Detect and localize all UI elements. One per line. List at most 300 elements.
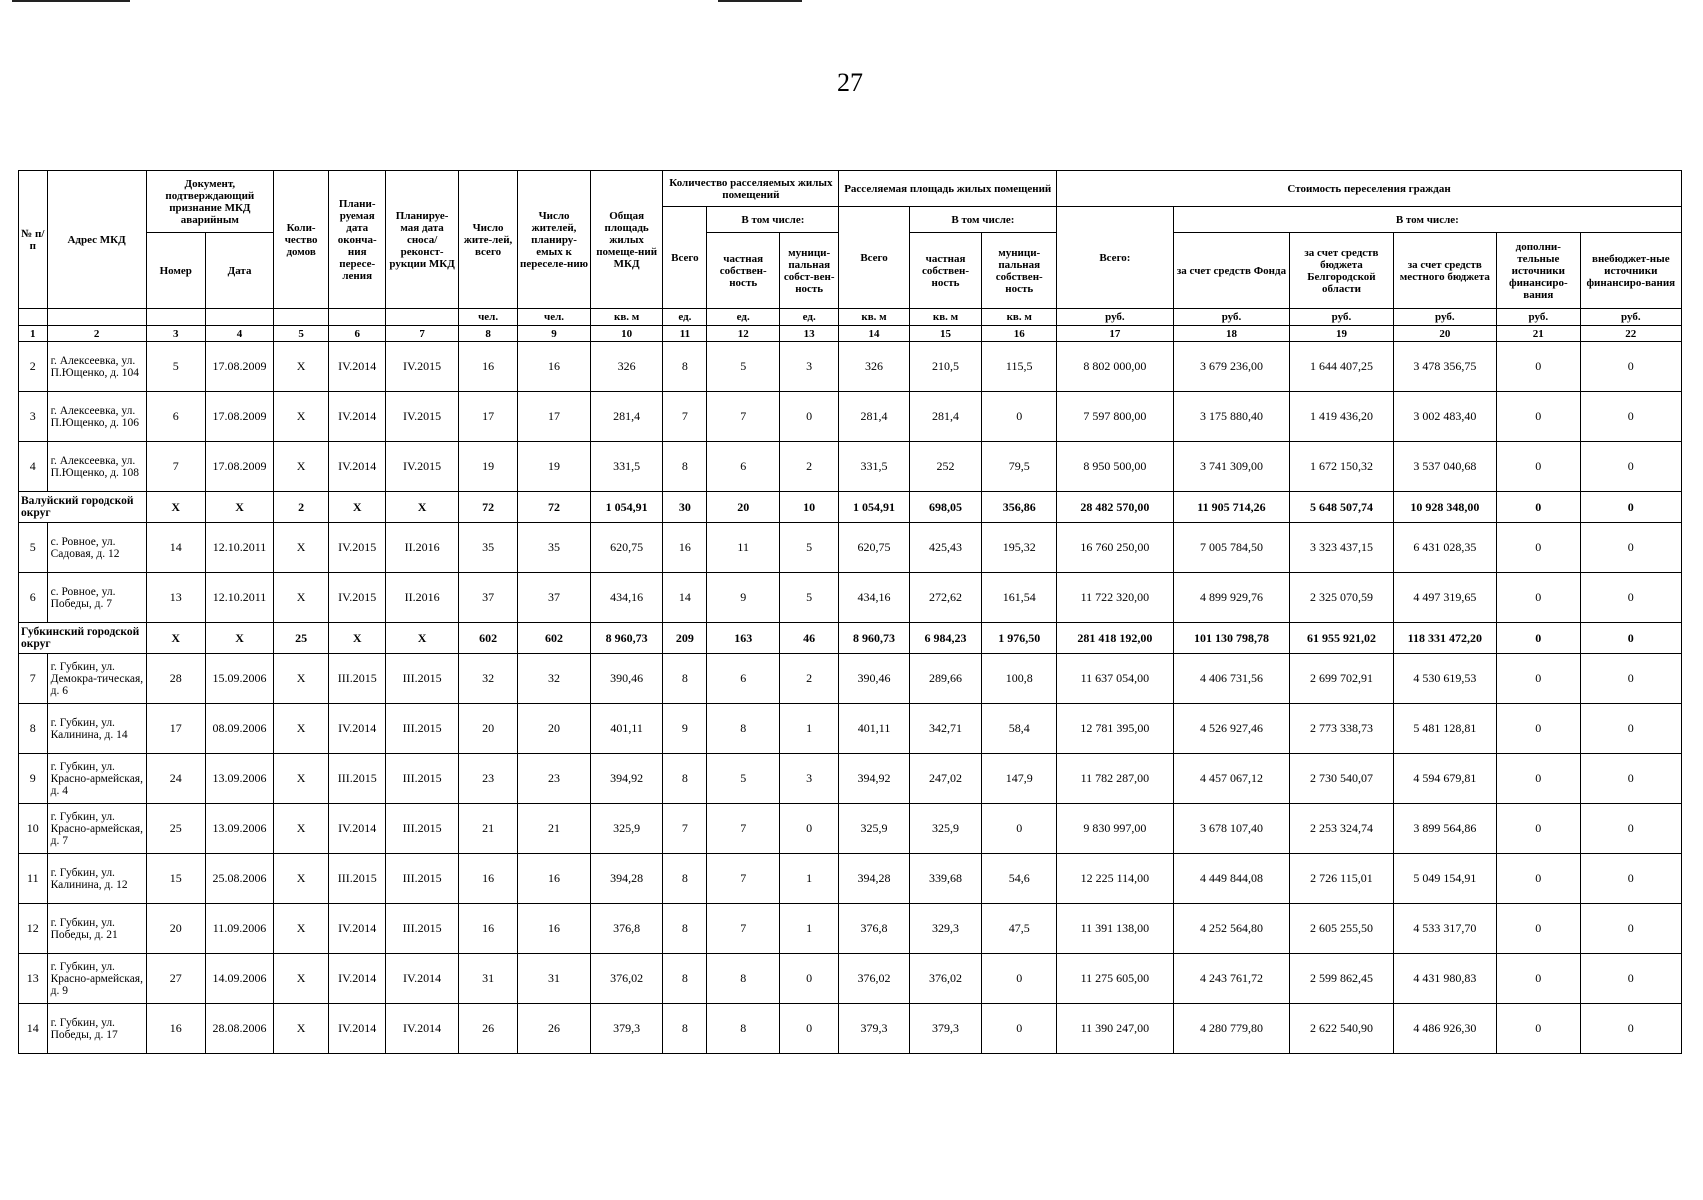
row-number-cell: 12 [19,904,48,954]
table-cell: IV.2014 [329,1004,386,1054]
table-cell: 1 [779,854,838,904]
unit-cell: руб. [1290,309,1393,326]
table-cell: 2 [779,442,838,492]
table-cell: 24 [146,754,205,804]
table-cell: 0 [1497,854,1581,904]
table-cell: IV.2014 [329,342,386,392]
address-cell: с. Ровное, ул. Победы, д. 7 [47,573,146,623]
top-rule-center [718,0,802,2]
table-cell: 1 054,91 [590,492,663,523]
table-cell: II.2016 [386,523,459,573]
table-cell: 394,92 [590,754,663,804]
table-cell: 325,9 [909,804,982,854]
table-cell: II.2016 [386,573,459,623]
col-residents-planned-header: Число жителей, планиру-емых к переселе-нию [518,171,591,309]
table-cell: III.2015 [329,754,386,804]
table-cell: 325,9 [590,804,663,854]
table-cell: 6 [707,442,780,492]
table-cell: 2 773 338,73 [1290,704,1393,754]
table-cell: 7 005 784,50 [1173,523,1290,573]
column-number-cell: 20 [1393,326,1496,342]
table-cell: X [274,954,329,1004]
table-cell: 30 [663,492,707,523]
table-cell: 6 [146,392,205,442]
table-cell: 17.08.2009 [205,392,273,442]
table-cell: 0 [1497,392,1581,442]
row-number-cell: 11 [19,854,48,904]
table-cell: X [205,623,273,654]
table-cell: 394,28 [839,854,909,904]
table-cell: 0 [1580,342,1681,392]
column-number-cell: 7 [386,326,459,342]
column-number-cell: 8 [458,326,517,342]
cost-additional-header: дополни-тельные источники финансиро-вания [1497,233,1581,309]
table-cell: 9 [663,704,707,754]
address-cell: г. Алексеевка, ул. П.Ющенко, д. 106 [47,392,146,442]
col-planned-demolition-header: Планируе-мая дата сноса/ реконст-рукции МКД [386,171,459,309]
table-row [19,442,1682,492]
table-cell: 2 [779,654,838,704]
table-cell: 21 [518,804,591,854]
table-cell: 11 782 287,00 [1057,754,1174,804]
table-cell: 2 [274,492,329,523]
table-cell: 100,8 [982,654,1057,704]
unit-cell: кв. м [982,309,1057,326]
table-cell: 11 [707,523,780,573]
table-cell: 10 [779,492,838,523]
table-cell: 4 526 927,46 [1173,704,1290,754]
row-number-cell: 4 [19,442,48,492]
table-cell: 25.08.2006 [205,854,273,904]
table-cell: X [274,342,329,392]
unit-cell [329,309,386,326]
table-cell: 16 [518,342,591,392]
unit-cell: чел. [458,309,517,326]
table-cell: IV.2014 [329,904,386,954]
table-cell: 0 [779,954,838,1004]
top-rule-left [12,0,130,2]
unit-cell: руб. [1057,309,1174,326]
table-cell: 209 [663,623,707,654]
table-cell: 37 [518,573,591,623]
table-cell: 0 [1497,492,1581,523]
table-cell: 17.08.2009 [205,342,273,392]
table-cell: 28.08.2006 [205,1004,273,1054]
cost-region-header: за счет средств бюджета Белгородской области [1290,233,1393,309]
table-cell: 16 [663,523,707,573]
table-cell: 0 [1497,573,1581,623]
table-row [19,954,1682,1004]
table-cell: 7 [663,392,707,442]
table-cell: 394,92 [839,754,909,804]
table-cell: 7 [707,804,780,854]
table-cell: 6 984,23 [909,623,982,654]
table-cell: 4 243 761,72 [1173,954,1290,1004]
unit-cell [47,309,146,326]
table-row [19,392,1682,442]
table-cell: 390,46 [839,654,909,704]
table-cell: 376,8 [839,904,909,954]
unit-cell [386,309,459,326]
table-cell: 0 [1580,954,1681,1004]
table-cell: 602 [458,623,517,654]
table-cell: X [274,573,329,623]
table-cell: 11 391 138,00 [1057,904,1174,954]
column-number-cell: 10 [590,326,663,342]
subtotal-row [19,623,1682,654]
unit-cell: ед. [707,309,780,326]
table-cell: 7 [707,904,780,954]
table-cell: 25 [146,804,205,854]
table-cell: X [274,1004,329,1054]
table-cell: 1 [779,904,838,954]
unit-cell: руб. [1393,309,1496,326]
table-cell: IV.2015 [386,342,459,392]
table-cell: III.2015 [329,854,386,904]
table-cell: 1 [779,704,838,754]
table-cell: 252 [909,442,982,492]
unit-cell: руб. [1580,309,1681,326]
table-cell: 0 [1580,854,1681,904]
table-cell: 401,11 [839,704,909,754]
subtotal-name: Губкинский городской округ [19,623,147,654]
table-cell: 0 [1497,704,1581,754]
table-cell: 16 760 250,00 [1057,523,1174,573]
table-cell: X [274,854,329,904]
table-cell: 8 802 000,00 [1057,342,1174,392]
table-cell: X [146,492,205,523]
table-cell: 5 481 128,81 [1393,704,1496,754]
table-cell: 0 [1497,523,1581,573]
table-cell: 14 [663,573,707,623]
table-cell: 16 [146,1004,205,1054]
table-cell: X [386,623,459,654]
table-cell: 12 781 395,00 [1057,704,1174,754]
table-cell: 0 [779,1004,838,1054]
table-cell: 8 960,73 [590,623,663,654]
table-cell: 11 390 247,00 [1057,1004,1174,1054]
table-cell: 0 [779,804,838,854]
table-cell: IV.2014 [329,804,386,854]
table-cell: 8 [663,342,707,392]
table-cell: 195,32 [982,523,1057,573]
col-total-area-header: Общая площадь жилых помеще-ний МКД [590,171,663,309]
table-cell: IV.2014 [329,442,386,492]
table-cell: 21 [458,804,517,854]
table-cell: 26 [518,1004,591,1054]
table-cell: 2 253 324,74 [1290,804,1393,854]
table-cell: III.2015 [386,804,459,854]
table-cell: X [329,492,386,523]
table-cell: 32 [518,654,591,704]
table-cell: 4 431 980,83 [1393,954,1496,1004]
table-cell: 61 955 921,02 [1290,623,1393,654]
table-cell: 101 130 798,78 [1173,623,1290,654]
column-number-cell: 12 [707,326,780,342]
table-cell: 72 [458,492,517,523]
table-cell: X [274,904,329,954]
table-cell: 3 [779,342,838,392]
table-row [19,523,1682,573]
address-cell: г. Алексеевка, ул. П.Ющенко, д. 108 [47,442,146,492]
table-cell: X [274,392,329,442]
column-number-cell: 16 [982,326,1057,342]
table-cell: 281,4 [839,392,909,442]
table-cell: 8 [663,904,707,954]
table-cell: 28 482 570,00 [1057,492,1174,523]
table-cell: 8 [707,704,780,754]
table-cell: 26 [458,1004,517,1054]
table-cell: 8 [707,954,780,1004]
table-cell: 3 678 107,40 [1173,804,1290,854]
table-cell: 3 478 356,75 [1393,342,1496,392]
column-number-cell: 2 [47,326,146,342]
table-cell: 20 [518,704,591,754]
table-cell: 58,4 [982,704,1057,754]
table-cell: X [274,754,329,804]
table-cell: 4 899 929,76 [1173,573,1290,623]
cost-local-header: за счет средств местного бюджета [1393,233,1496,309]
column-numbers-row [19,326,1682,342]
table-cell: 3 899 564,86 [1393,804,1496,854]
table-cell: 425,43 [909,523,982,573]
row-number-cell: 5 [19,523,48,573]
table-cell: X [274,442,329,492]
column-number-cell: 9 [518,326,591,342]
table-cell: 8 [663,954,707,1004]
table-cell: 0 [1580,523,1681,573]
table-cell: 8 [663,754,707,804]
table-cell: 329,3 [909,904,982,954]
table-cell: 401,11 [590,704,663,754]
table-cell: 3 537 040,68 [1393,442,1496,492]
table-cell: 32 [458,654,517,704]
row-number-cell: 3 [19,392,48,442]
table-cell: 19 [518,442,591,492]
unit-cell: руб. [1173,309,1290,326]
table-cell: 434,16 [839,573,909,623]
table-cell: 5 [707,754,780,804]
unit-cell [205,309,273,326]
table-cell: 8 [663,442,707,492]
table-cell: 25 [274,623,329,654]
unit-cell: ед. [663,309,707,326]
table-cell: X [274,523,329,573]
table-cell: 31 [518,954,591,1004]
table-body [19,342,1682,1054]
address-cell: г. Губкин, ул. Калинина, д. 14 [47,704,146,754]
col-residents-total-header: Число жите-лей, всего [458,171,517,309]
table-cell: IV.2014 [329,392,386,442]
table-cell: X [274,704,329,754]
table-cell: 2 599 862,45 [1290,954,1393,1004]
table-cell: 331,5 [839,442,909,492]
table-cell: 3 [779,754,838,804]
address-cell: г. Губкин, ул. Красно-армейская, д. 4 [47,754,146,804]
table-cell: 0 [1580,704,1681,754]
table-row [19,342,1682,392]
table-cell: X [146,623,205,654]
table-cell: 115,5 [982,342,1057,392]
area-incl-header: В том числе: [909,207,1056,233]
table-cell: 3 741 309,00 [1173,442,1290,492]
area-group-header: Расселяемая площадь жилых помещений [839,171,1057,207]
table-cell: 1 419 436,20 [1290,392,1393,442]
table-cell: 8 960,73 [839,623,909,654]
column-number-cell: 17 [1057,326,1174,342]
table-cell: 326 [839,342,909,392]
row-number-cell: 13 [19,954,48,1004]
table-cell: 0 [1580,442,1681,492]
column-number-cell: 5 [274,326,329,342]
table-cell: 7 [663,804,707,854]
table-cell: 11 637 054,00 [1057,654,1174,704]
col-address-header: Адрес МКД [47,171,146,309]
table-cell: IV.2015 [386,392,459,442]
table-cell: 5 049 154,91 [1393,854,1496,904]
table-cell: 0 [1497,804,1581,854]
address-cell: с. Ровное, ул. Садовая, д. 12 [47,523,146,573]
table-cell: 23 [518,754,591,804]
table-cell: 0 [1580,654,1681,704]
table-cell: 0 [982,392,1057,442]
resettlement-table [18,170,1682,1054]
unit-cell: кв. м [839,309,909,326]
table-cell: 8 [707,1004,780,1054]
table-cell: 394,28 [590,854,663,904]
row-number-cell: 14 [19,1004,48,1054]
table-cell: 0 [1497,904,1581,954]
table-cell: 2 730 540,07 [1290,754,1393,804]
table-cell: 4 594 679,81 [1393,754,1496,804]
area-private-header: частная собствен-ность [909,233,982,309]
address-cell: г. Губкин, ул. Победы, д. 21 [47,904,146,954]
rooms-private-header: частная собствен-ность [707,233,780,309]
table-cell: IV.2015 [329,523,386,573]
table-cell: 0 [779,392,838,442]
table-cell: 281,4 [909,392,982,442]
table-cell: 12.10.2011 [205,573,273,623]
address-cell: г. Губкин, ул. Красно-армейская, д. 9 [47,954,146,1004]
col-houses-header: Коли-чество домов [274,171,329,309]
address-cell: г. Губкин, ул. Победы, д. 17 [47,1004,146,1054]
table-cell: III.2015 [386,704,459,754]
table-cell: 20 [707,492,780,523]
table-cell: 247,02 [909,754,982,804]
table-cell: 12.10.2011 [205,523,273,573]
table-cell: 16 [518,904,591,954]
row-number-cell: 8 [19,704,48,754]
table-cell: 20 [458,704,517,754]
unit-cell: ед. [779,309,838,326]
table-cell: 7 597 800,00 [1057,392,1174,442]
table-cell: 8 950 500,00 [1057,442,1174,492]
table-cell: 1 644 407,25 [1290,342,1393,392]
table-row [19,1004,1682,1054]
table-cell: 147,9 [982,754,1057,804]
table-cell: 3 679 236,00 [1173,342,1290,392]
subtotal-name: Валуйский городской округ [19,492,147,523]
table-cell: 6 [707,654,780,704]
table-cell: 379,3 [909,1004,982,1054]
table-cell: 1 976,50 [982,623,1057,654]
table-cell: 15 [146,854,205,904]
table-cell: IV.2015 [329,573,386,623]
table-cell: 08.09.2006 [205,704,273,754]
table-cell: III.2015 [386,754,459,804]
table-cell: III.2015 [386,654,459,704]
table-cell: 14 [146,523,205,573]
table-cell: IV.2014 [329,954,386,1004]
table-cell: 23 [458,754,517,804]
table-cell: 1 054,91 [839,492,909,523]
table-cell: 0 [1580,904,1681,954]
table-cell: 19 [458,442,517,492]
table-cell: 379,3 [590,1004,663,1054]
table-cell: 4 406 731,56 [1173,654,1290,704]
table-cell: 37 [458,573,517,623]
table-cell: 4 449 844,08 [1173,854,1290,904]
table-cell: IV.2015 [386,442,459,492]
table-cell: 326 [590,342,663,392]
table-cell: 0 [1580,1004,1681,1054]
table-cell: 281,4 [590,392,663,442]
col-num-header: № п/п [19,171,48,309]
table-cell: 379,3 [839,1004,909,1054]
table-cell: 0 [982,804,1057,854]
table-cell: 17.08.2009 [205,442,273,492]
table-cell: 16 [458,904,517,954]
table-cell: 2 699 702,91 [1290,654,1393,704]
table-cell: 8 [663,1004,707,1054]
column-number-cell: 6 [329,326,386,342]
table-cell: 35 [458,523,517,573]
table-row [19,573,1682,623]
table-cell: 4 457 067,12 [1173,754,1290,804]
table-row [19,654,1682,704]
unit-cell: руб. [1497,309,1581,326]
column-number-cell: 15 [909,326,982,342]
table-cell: 11 722 320,00 [1057,573,1174,623]
table-cell: 6 431 028,35 [1393,523,1496,573]
table-cell: III.2015 [386,904,459,954]
cost-incl-header: В том числе: [1173,207,1681,233]
table-cell: 4 252 564,80 [1173,904,1290,954]
table-row [19,804,1682,854]
row-number-cell: 2 [19,342,48,392]
table-cell: 16 [458,342,517,392]
table-cell: 210,5 [909,342,982,392]
table-cell: 376,02 [839,954,909,1004]
table-cell: 11 275 605,00 [1057,954,1174,1004]
table-cell: 13 [146,573,205,623]
table-cell: 0 [982,1004,1057,1054]
table-cell: 0 [1497,623,1581,654]
table-cell: 13.09.2006 [205,754,273,804]
table-cell: X [329,623,386,654]
table-cell: 4 486 926,30 [1393,1004,1496,1054]
table-cell: X [386,492,459,523]
table-cell: 47,5 [982,904,1057,954]
doc-date-header: Дата [205,233,273,309]
table-cell: 2 726 115,01 [1290,854,1393,904]
column-number-cell: 21 [1497,326,1581,342]
table-row [19,904,1682,954]
row-number-cell: 9 [19,754,48,804]
table-cell: 376,02 [590,954,663,1004]
table-cell: IV.2014 [329,704,386,754]
table-cell: 13.09.2006 [205,804,273,854]
